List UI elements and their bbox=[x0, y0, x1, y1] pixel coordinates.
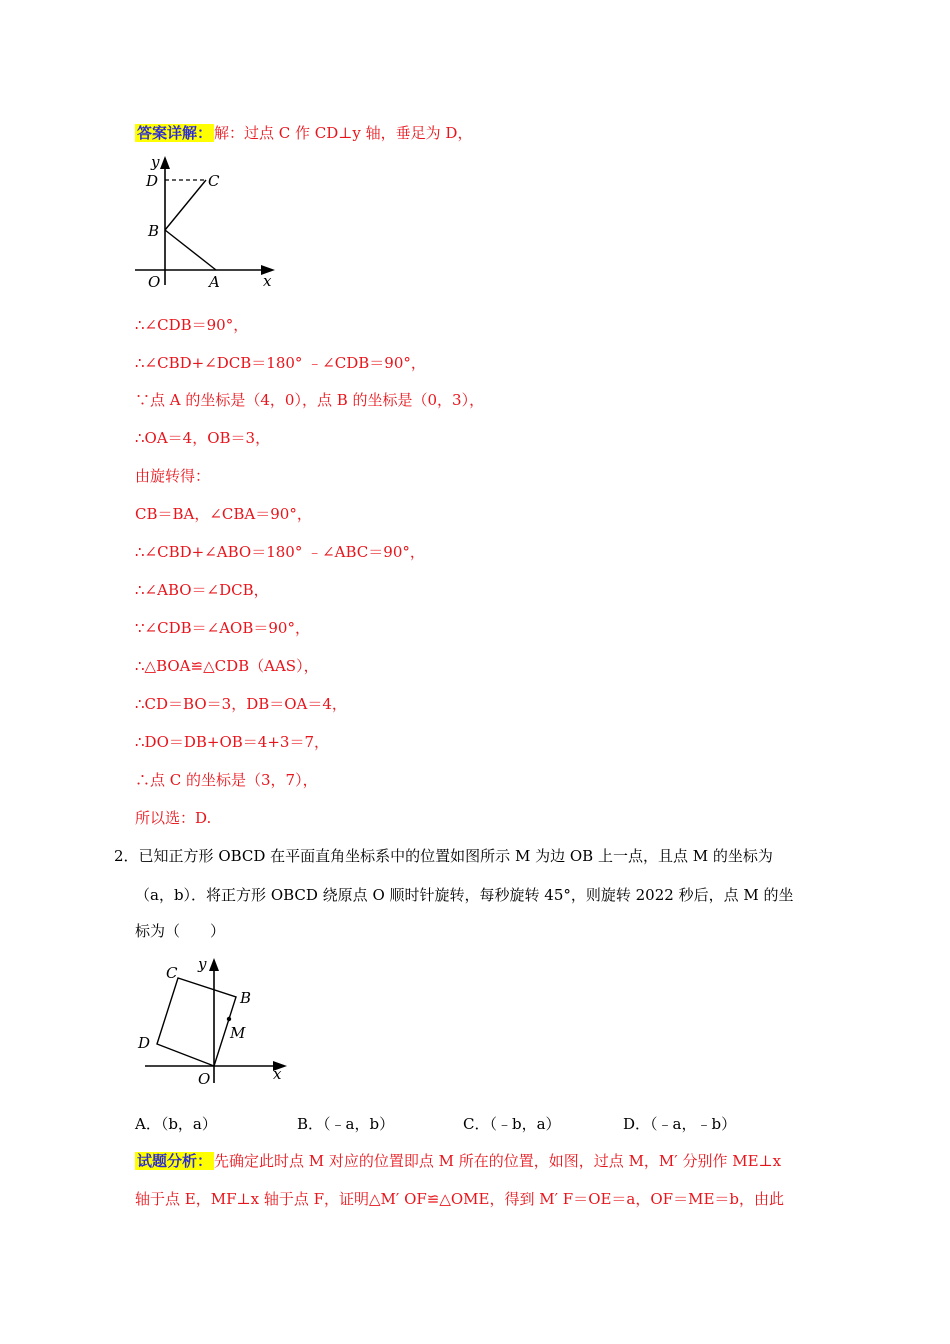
fig1-label-y: y bbox=[151, 153, 160, 171]
fig2-label-b: B bbox=[240, 989, 252, 1007]
question-number: 2． bbox=[114, 847, 139, 865]
step-7: ∴∠CBD+∠ABO＝180° ﹣∠ABC＝90°， bbox=[135, 543, 425, 561]
fig2-label-m: M bbox=[230, 1024, 246, 1042]
step-3: ∵点 A 的坐标是（4，0），点 B 的坐标是（0，3）， bbox=[135, 391, 485, 409]
analysis-line-2: 轴于点 E，MF⊥x 轴于点 F，证明△M′ OF≌△OME，得到 M′ F＝OE＝a，OF＝ME＝b，由此 bbox=[135, 1190, 784, 1208]
step-6: CB＝BA，∠CBA＝90°， bbox=[135, 505, 312, 523]
step-2: ∴∠CBD+∠DCB＝180° ﹣∠CDB＝90°， bbox=[135, 354, 426, 372]
option-b[interactable]: B．（﹣a，b） bbox=[297, 1115, 395, 1133]
fig1-label-b: B bbox=[148, 222, 160, 240]
figure-1 bbox=[135, 150, 285, 295]
fig2-point-m bbox=[227, 1017, 231, 1021]
step-10: ∴△BOA≌△CDB（AAS）， bbox=[135, 657, 319, 675]
fig1-segment-bc bbox=[165, 180, 206, 230]
fig1-y-arrow bbox=[160, 156, 170, 169]
question-2-line-2: （a，b）．将正方形 OBCD 绕原点 O 顺时针旋转，每秒旋转 45°，则旋转 2022 秒后，点 M 的坐 bbox=[135, 886, 794, 904]
fig1-segment-ba bbox=[165, 230, 216, 270]
question-text-1: 已知正方形 OBCD 在平面直角坐标系中的位置如图所示 M 为边 OB 上一点，且点 M 的坐标为 bbox=[138, 847, 773, 865]
answer-header bbox=[135, 123, 472, 143]
option-a[interactable]: A．（b，a） bbox=[135, 1115, 217, 1133]
fig1-label-c: C bbox=[208, 172, 220, 190]
fig1-label-a: A bbox=[209, 273, 220, 291]
fig2-y-arrow bbox=[209, 958, 219, 971]
fig1-label-x: x bbox=[263, 272, 272, 290]
analysis-tag: 试题分析： bbox=[137, 1152, 213, 1170]
fig2-label-y: y bbox=[198, 955, 207, 973]
answer-tag: 答案详解： bbox=[137, 124, 213, 142]
question-2-line-3: 标为（ ） bbox=[135, 922, 226, 940]
fig2-label-c: C bbox=[166, 964, 178, 982]
step-13: ∴点 C 的坐标是（3，7）， bbox=[135, 771, 318, 789]
fig2-label-x: x bbox=[273, 1065, 282, 1083]
fig1-label-d: D bbox=[146, 172, 159, 190]
fig2-label-d: D bbox=[138, 1034, 151, 1052]
option-c[interactable]: C．（﹣b，a） bbox=[463, 1115, 561, 1133]
step-11: ∴CD＝BO＝3，DB＝OA＝4， bbox=[135, 695, 347, 713]
question-2-line-1 bbox=[114, 846, 773, 866]
step-1: ∴∠CDB＝90°， bbox=[135, 316, 249, 334]
fig1-label-o: O bbox=[148, 273, 161, 291]
step-4: ∴OA＝4，OB＝3， bbox=[135, 429, 271, 447]
answer-intro: 解：过点 C 作 CD⊥y 轴，垂足为 D， bbox=[214, 124, 473, 142]
step-8: ∴∠ABO＝∠DCB， bbox=[135, 581, 269, 599]
step-12: ∴DO＝DB+OB＝4+3＝7， bbox=[135, 733, 330, 751]
step-14: 所以选：D. bbox=[135, 809, 212, 827]
step-5: 由旋转得： bbox=[135, 467, 211, 485]
analysis-text-1: 先确定此时点 M 对应的位置即点 M 所在的位置，如图，过点 M，M′ 分别作 ME⊥x bbox=[214, 1152, 782, 1170]
figure-2 bbox=[135, 955, 295, 1090]
step-9: ∵∠CDB＝∠AOB＝90°， bbox=[135, 619, 310, 637]
option-d[interactable]: D．（﹣a，﹣b） bbox=[623, 1115, 737, 1133]
analysis-line-1 bbox=[135, 1151, 781, 1171]
fig2-label-o: O bbox=[198, 1070, 211, 1088]
fig2-square-obcd bbox=[157, 978, 236, 1066]
